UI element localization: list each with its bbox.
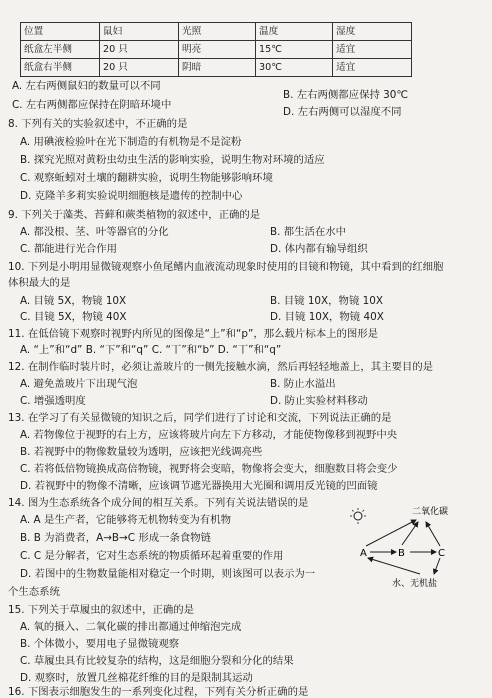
table-cell: 纸盒右半侧 — [21, 59, 100, 77]
q14-stem: 14. 图为生态系统各个成分间的相互关系。下列有关说法错误的是 — [8, 497, 309, 509]
q12-stem: 12. 在制作临时装片时，必须让盖玻片的一侧先接触水滴，然后再轻轻地盖上，其主要目的是 — [8, 361, 434, 373]
q9-option-d: D. 体内都有输导组织 — [270, 243, 368, 255]
diagram-node-a: A — [360, 548, 367, 559]
q12-option-a: A. 避免盖玻片下出现气泡 — [20, 378, 138, 390]
q12-option-d: D. 防止实验材料移动 — [270, 395, 368, 407]
q13-option-c: C. 若将低倍物镜换成高倍物镜，视野将会变暗，物像将会变大，细胞数目将会变少 — [20, 463, 398, 475]
sun-icon — [350, 508, 366, 524]
q13-option-a: A. 若物像位于视野的右上方，应该将玻片向左下方移动，才能使物像移到视野中央 — [20, 429, 398, 441]
table-cell: 明亮 — [179, 41, 256, 59]
q11-options: A. “上”和“d” B. “下”和“q” C. “丅”和“b” D. “丅”和“q” — [20, 344, 282, 356]
q8-stem: 8. 下列有关的实验叙述中，不正确的是 — [8, 118, 188, 130]
diagram-label-co2: 二氧化碳 — [412, 507, 449, 517]
diagram-node-c: C — [438, 548, 445, 559]
table-header-row — [21, 23, 412, 41]
table-cell: 20 只 — [100, 59, 179, 77]
q13-option-b: B. 若视野中的物像数量较为透明，应该把光线调亮些 — [20, 446, 263, 458]
arrow-b-to-co2 — [402, 522, 418, 545]
q9-option-a: A. 都没根、茎、叶等器官的分化 — [20, 226, 169, 238]
arrow-a-to-co2 — [366, 520, 416, 546]
q12-option-c: C. 增强透明度 — [20, 395, 86, 407]
q14-option-b: B. B 为消费者，A→B→C 形成一条食物链 — [20, 532, 212, 544]
q15-option-c: C. 草履虫具有比较复杂的结构，这是细胞分裂和分化的结果 — [20, 655, 294, 667]
q14-option-d-line2: 个生态系统 — [8, 586, 60, 598]
q14-option-d-line1: D. 若图中的生物数量能相对稳定一个时期，则该图可以表示为一 — [20, 568, 316, 580]
diagram-label-minerals: 水、无机盐 — [392, 579, 438, 589]
table-header-cell: 温度 — [256, 23, 333, 41]
table-cell: 15℃ — [256, 41, 333, 59]
q15-option-d: D. 观察时，放置几丝棉花纤维的目的是限制其运动 — [20, 672, 253, 684]
table-cell: 纸盒左半侧 — [21, 41, 100, 59]
q10-stem-line1: 10. 下列是小明用显微镜观察小鱼尾鳍内血液流动现象时使用的目镜和物镜，其中看到的红细胞 — [8, 261, 444, 273]
diagram-node-b: B — [398, 548, 405, 559]
q12-option-b: B. 防止水溢出 — [270, 378, 336, 390]
table-header-cell: 位置 — [21, 23, 100, 41]
q11-stem: 11. 在低倍镜下观察时视野内所见的图像是“上”和“p”，那么载片标本上的图形是 — [8, 328, 379, 340]
q13-option-d: D. 若视野中的物像不清晰，应该调节遮光器换用大光圈和调用反光镜的凹面镜 — [20, 480, 378, 492]
q15-option-a: A. 氧的摄入、二氧化碳的排出都通过伸缩泡完成 — [20, 621, 242, 633]
q8-option-b: B. 探究光照对黄粉虫幼虫生活的影响实验，说明生物对环境的适应 — [20, 154, 325, 166]
q7-option-d: D. 左右两侧可以湿度不同 — [283, 106, 402, 118]
q14-option-c: C. C 是分解者，它对生态系统的物质循环起着重要的作用 — [20, 550, 284, 562]
table-row — [21, 41, 412, 59]
table-cell: 阴暗 — [179, 59, 256, 77]
q9-option-c: C. 都能进行光合作用 — [20, 243, 117, 255]
arrow-c-to-minerals — [434, 558, 440, 574]
q13-stem: 13. 在学习了有关显微镜的知识之后，同学们进行了讨论和交流，下列说法正确的是 — [8, 412, 392, 424]
table-cell: 适宜 — [333, 59, 412, 77]
arrow-minerals-to-a — [368, 558, 420, 574]
q15-stem: 15. 下列关于草履虫的叙述中，正确的是 — [8, 604, 195, 616]
q8-option-a: A. 用碘液检验叶在光下制造的有机物是不是淀粉 — [20, 136, 242, 148]
q8-option-d: D. 克隆羊多莉实验说明细胞核是遗传的控制中心 — [20, 190, 243, 202]
q15-option-b: B. 个体微小，要用电子显微镜观察 — [20, 638, 180, 650]
q10-option-a: A. 目镜 5X，物镜 10X — [20, 295, 127, 307]
table-cell: 适宜 — [333, 41, 412, 59]
q8-option-c: C. 观察蚯蚓对土壤的翻耕实验，说明生物能够影响环境 — [20, 172, 273, 184]
q10-stem-line2: 体积最大的是 — [8, 277, 71, 289]
q10-option-c: C. 目镜 5X，物镜 40X — [20, 311, 127, 323]
table-header-cell: 鼠妇 — [100, 23, 179, 41]
q16-stem: 16. 下图表示细胞发生的一系列变化过程，下列有关分析正确的是 — [8, 686, 309, 698]
experiment-table — [20, 22, 412, 77]
table-header-cell: 湿度 — [333, 23, 412, 41]
ecosystem-diagram — [348, 500, 468, 590]
q7-option-b: B. 左右两侧都应保持 30℃ — [283, 89, 409, 101]
table-row — [21, 59, 412, 77]
table-header-cell: 光照 — [179, 23, 256, 41]
table-cell: 30℃ — [256, 59, 333, 77]
table-cell: 20 只 — [100, 41, 179, 59]
q7-option-a: A. 左右两侧鼠妇的数量可以不同 — [12, 80, 161, 92]
q10-option-b: B. 目镜 10X，物镜 10X — [270, 295, 383, 307]
q9-option-b: B. 都生活在水中 — [270, 226, 347, 238]
q14-option-a: A. A 是生产者，它能够将无机物转变为有机物 — [20, 514, 231, 526]
q9-stem: 9. 下列关于藻类、苔藓和蕨类植物的叙述中，正确的是 — [8, 209, 261, 221]
q7-option-c: C. 左右两侧都应保持在阴暗环境中 — [12, 99, 172, 111]
arrow-c-to-co2 — [426, 522, 440, 546]
q10-option-d: D. 目镜 10X，物镜 40X — [270, 311, 384, 323]
